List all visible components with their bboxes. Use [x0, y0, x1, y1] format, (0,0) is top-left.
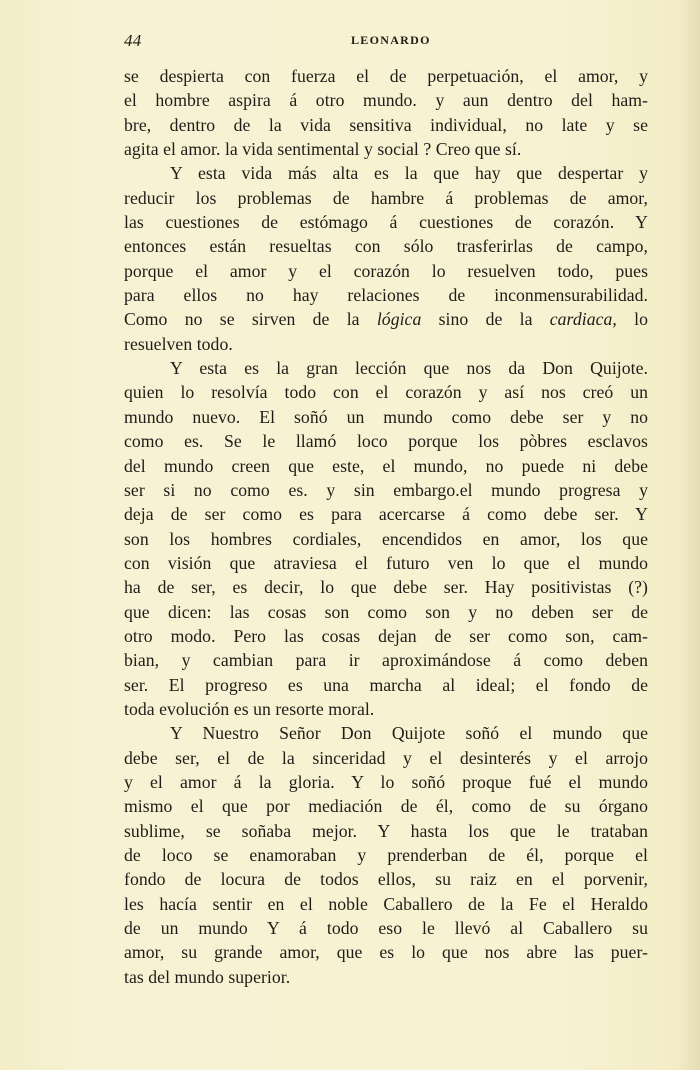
text-line: se despierta con fuerza el de perpetuación, el amor, y: [124, 66, 648, 86]
italic-word-logica: lógica: [376, 309, 422, 330]
text-line: fondo de locura de todos ellos, su raiz en el porvenir,: [124, 869, 648, 890]
text-line: quien lo resolvía todo con el corazón y así nos creó un: [124, 382, 648, 403]
text-line: el hombre aspira á otro mundo. y aun dentro del ham-: [124, 90, 648, 111]
text-line: con visión que atraviesa el futuro ven lo que el mundo: [124, 552, 648, 573]
text-line: bre, dentro de la vida sensitiva individual, no late y se: [124, 114, 648, 135]
text-line: para ellos no hay relaciones de inconmensurabilidad.: [124, 285, 648, 306]
italic-word-cardiaca: cardiaca: [549, 309, 613, 330]
text-line: reducir los problemas de hambre á problemas de amor,: [124, 187, 648, 208]
text-line: las cuestiones de estómago á cuestiones de corazón. Y: [124, 212, 648, 233]
text-line: y el amor á la gloria. Y lo soñó proque fué el mundo: [124, 771, 648, 792]
text-line: otro modo. Pero las cosas dejan de ser como son, cam-: [124, 625, 648, 646]
text-line: Y Nuestro Señor Don Quijote soñó el mundo que: [170, 723, 648, 744]
text-line-with-italics: [124, 307, 648, 331]
text-segment: , lo: [612, 309, 648, 330]
text-line: como es. Se le llamó loco porque los pòbres esclavos: [124, 431, 648, 452]
text-line: deja de ser como es para acercarse á como debe ser. Y: [124, 504, 648, 525]
text-line: sublime, se soñaba mejor. Y hasta los que le trataban: [124, 820, 648, 841]
text-line: resuelven todo.: [124, 333, 233, 354]
page-edge-shadow: [678, 0, 700, 1070]
text-line: tas del mundo superior.: [124, 966, 291, 987]
body-text: [124, 64, 648, 989]
text-line: mundo nuevo. El soñó un mundo como debe ser y no: [124, 406, 648, 427]
text-line: toda evolución es un resorte moral.: [124, 698, 375, 719]
text-line: ha de ser, es decir, lo que debe ser. Hay positivistas (?): [124, 577, 648, 598]
running-head: LEONARDO: [351, 33, 431, 47]
text-line: Y esta vida más alta es la que hay que despertar y: [170, 163, 648, 184]
text-line: entonces están resueltas con sólo trasferirlas de campo,: [124, 236, 648, 257]
text-line: mismo el que por mediación de él, como de su órgano: [124, 796, 648, 817]
text-line: amor, su grande amor, que es lo que nos abre las puer-: [124, 942, 648, 963]
text-line: ser si no como es. y sin embargo.el mundo progresa y: [124, 479, 648, 500]
page-header: [124, 31, 648, 55]
text-line: les hacía sentir en el noble Caballero de la Fe el Heraldo: [124, 893, 648, 914]
text-segment: sino de la: [421, 309, 550, 330]
text-line: del mundo creen que este, el mundo, no puede ni debe: [124, 455, 648, 476]
page-number: 44: [124, 31, 142, 50]
text-line: ser. El progreso es una marcha al ideal; el fondo de: [124, 674, 648, 695]
text-line: de loco se enamoraban y prenderban de él, porque el: [124, 845, 648, 865]
text-segment: Como no se sirven de la: [124, 309, 377, 330]
text-line: porque el amor y el corazón lo resuelven todo, pues: [124, 260, 648, 281]
text-line: bian, y cambian para ir aproximándose á como deben: [124, 650, 648, 671]
text-line: debe ser, el de la sinceridad y el desinterés y el arrojo: [124, 747, 648, 768]
text-line: agita el amor. la vida sentimental y social ? Creo que sí.: [124, 139, 522, 160]
text-line: Y esta es la gran lección que nos da Don Quijote.: [170, 358, 648, 379]
text-line: son los hombres cordiales, encendidos en amor, los que: [124, 528, 648, 549]
text-line: de un mundo Y á todo eso le llevó al Caballero su: [124, 918, 648, 939]
text-line: que dicen: las cosas son como son y no deben ser de: [124, 601, 648, 622]
